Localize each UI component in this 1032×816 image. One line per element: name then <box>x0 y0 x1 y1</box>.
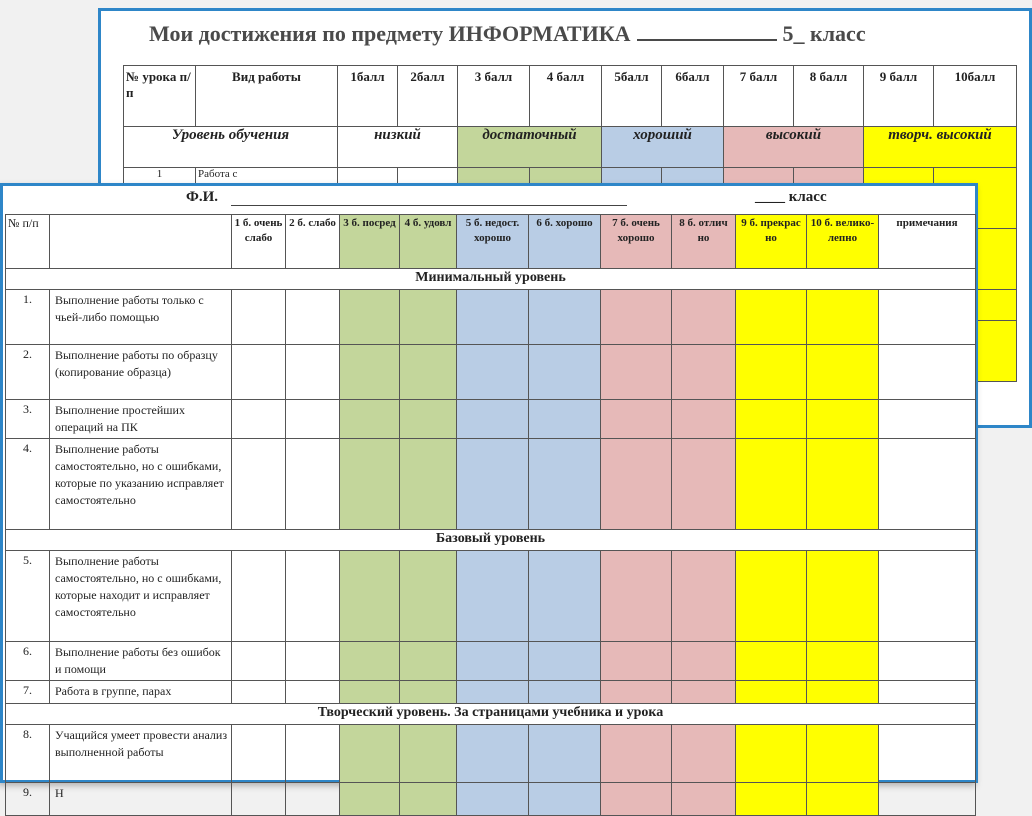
grade-cell[interactable] <box>340 400 400 439</box>
section-title: Творческий уровень. За страницами учебника и урока <box>6 704 976 725</box>
grade-cell[interactable] <box>672 290 736 345</box>
grade-cell[interactable] <box>232 345 286 400</box>
grade-cell[interactable] <box>601 400 672 439</box>
grade-header: 6 б. хорошо <box>529 215 601 269</box>
back-row-num: 1 <box>124 168 196 229</box>
level-label: Уровень обучения <box>124 127 338 168</box>
front-table-body <box>6 269 976 816</box>
grade-cell[interactable] <box>672 681 736 704</box>
grade-cell[interactable] <box>807 642 879 681</box>
grade-cell[interactable] <box>807 439 879 530</box>
grade-cell[interactable] <box>400 681 457 704</box>
work-description: Выполнение работы без ошибок и помощи <box>50 642 232 681</box>
grade-cell[interactable] <box>457 551 529 642</box>
grade-cell[interactable] <box>601 439 672 530</box>
grade-cell[interactable] <box>529 439 601 530</box>
grade-cell[interactable] <box>736 783 807 816</box>
level-cell: достаточный <box>458 127 602 168</box>
notes-cell[interactable] <box>879 725 976 783</box>
back-header-row <box>124 66 1017 127</box>
section-title: Минимальный уровень <box>6 269 976 290</box>
grade-cell[interactable] <box>672 725 736 783</box>
grade-cell[interactable] <box>232 551 286 642</box>
grade-cell[interactable] <box>529 681 601 704</box>
grade-cell[interactable] <box>400 439 457 530</box>
grade-cell[interactable] <box>807 551 879 642</box>
grade-header: 3 б. посред <box>340 215 400 269</box>
notes-cell[interactable] <box>879 400 976 439</box>
front-header-row <box>6 215 976 269</box>
grade-header: 1 б. очень слабо <box>232 215 286 269</box>
grade-cell[interactable] <box>736 642 807 681</box>
fi-label: Ф.И. <box>186 189 219 205</box>
grade-cell[interactable] <box>400 783 457 816</box>
grade-cell[interactable] <box>400 290 457 345</box>
notes-cell[interactable] <box>879 439 976 530</box>
grade-cell[interactable] <box>286 345 340 400</box>
back-header-cell: 2балл <box>398 66 458 127</box>
grade-cell[interactable] <box>807 681 879 704</box>
grade-cell[interactable] <box>672 783 736 816</box>
title-text: Мои достижения по предмету ИНФОРМАТИКА <box>149 21 631 46</box>
back-header-cell: № урока п/п <box>124 66 196 127</box>
grade-cell[interactable] <box>232 725 286 783</box>
grade-cell[interactable] <box>286 439 340 530</box>
grade-cell[interactable] <box>457 681 529 704</box>
grade-cell[interactable] <box>457 290 529 345</box>
work-description: Выполнение работы по образцу (копирование образца) <box>50 345 232 400</box>
level-cell: высокий <box>724 127 864 168</box>
grade-header: 10 б. велико-лепно <box>807 215 879 269</box>
back-header-cell: 1балл <box>338 66 398 127</box>
grade-cell[interactable] <box>736 400 807 439</box>
grade-cell[interactable] <box>601 725 672 783</box>
section-row <box>6 530 976 551</box>
grade-cell[interactable] <box>232 642 286 681</box>
grade-cell[interactable] <box>736 551 807 642</box>
row-number: 9. <box>6 783 50 816</box>
notes-cell[interactable] <box>879 551 976 642</box>
section-title: Базовый уровень <box>6 530 976 551</box>
grade-cell[interactable] <box>286 290 340 345</box>
grade-cell[interactable] <box>807 725 879 783</box>
back-row-work: Работа с <box>196 168 338 229</box>
row-number: 2. <box>6 345 50 400</box>
front-sheet <box>0 183 978 800</box>
row-number: 6. <box>6 642 50 681</box>
back-header-cell: 10балл <box>934 66 1017 127</box>
table-row <box>6 400 976 439</box>
fi-line <box>3 186 975 212</box>
work-description: Выполнение работы только с чьей-либо помощью <box>50 290 232 345</box>
grade-cell[interactable] <box>736 439 807 530</box>
level-cell: низкий <box>338 127 458 168</box>
grade-cell[interactable] <box>457 345 529 400</box>
work-description: Выполнение работы самостоятельно, но с ошибками, которые по указанию исправляет самостоятельно <box>50 439 232 530</box>
grade-cell[interactable] <box>457 642 529 681</box>
grade-cell[interactable] <box>400 551 457 642</box>
grade-cell[interactable] <box>457 725 529 783</box>
table-row <box>6 725 976 783</box>
notes-cell[interactable] <box>879 290 976 345</box>
grade-cell[interactable] <box>601 290 672 345</box>
fi-blank[interactable] <box>231 205 627 206</box>
grade-cell[interactable] <box>286 681 340 704</box>
grade-cell[interactable] <box>400 345 457 400</box>
grade-header: 2 б. слабо <box>286 215 340 269</box>
grade-cell[interactable] <box>807 345 879 400</box>
grade-cell[interactable] <box>601 551 672 642</box>
level-cell: творч. высокий <box>864 127 1017 168</box>
grade-cell[interactable] <box>340 681 400 704</box>
blank-line <box>637 21 777 41</box>
page-title <box>149 21 866 47</box>
grade-text: 5_ класс <box>782 21 866 46</box>
front-table <box>5 214 976 816</box>
back-header-cell: 3 балл <box>458 66 530 127</box>
table-row <box>6 290 976 345</box>
grade-cell[interactable] <box>672 439 736 530</box>
grade-cell[interactable] <box>286 400 340 439</box>
work-description: Н <box>50 783 232 816</box>
back-header-cell: 5балл <box>602 66 662 127</box>
back-header-cell: 7 балл <box>724 66 794 127</box>
grade-cell[interactable] <box>340 551 400 642</box>
level-cell: хороший <box>602 127 724 168</box>
grade-cell[interactable] <box>232 783 286 816</box>
work-description: Работа в группе, парах <box>50 681 232 704</box>
grade-cell[interactable] <box>457 400 529 439</box>
work-description: Выполнение простейших операций на ПК <box>50 400 232 439</box>
section-row <box>6 704 976 725</box>
grade-cell[interactable] <box>340 642 400 681</box>
grade-cell[interactable] <box>340 290 400 345</box>
grade-cell[interactable] <box>286 642 340 681</box>
work-header <box>50 215 232 269</box>
grade-cell[interactable] <box>400 400 457 439</box>
grade-header: 7 б. очень хорошо <box>601 215 672 269</box>
work-description: Выполнение работы самостоятельно, но с ошибками, которые находит и исправляет самостоятельно <box>50 551 232 642</box>
grade-cell[interactable] <box>457 783 529 816</box>
grade-cell[interactable] <box>529 551 601 642</box>
grade-header: 8 б. отлич но <box>672 215 736 269</box>
grade-cell[interactable] <box>232 681 286 704</box>
notes-cell[interactable] <box>879 783 976 816</box>
back-header-cell: 4 балл <box>530 66 602 127</box>
table-row <box>6 551 976 642</box>
grade-cell[interactable] <box>672 345 736 400</box>
grade-cell[interactable] <box>529 345 601 400</box>
grade-cell[interactable] <box>529 725 601 783</box>
grade-cell[interactable] <box>736 681 807 704</box>
grade-cell[interactable] <box>601 681 672 704</box>
level-row <box>124 127 1017 168</box>
grade-cell[interactable] <box>286 783 340 816</box>
grade-cell[interactable] <box>807 400 879 439</box>
grade-cell[interactable] <box>529 783 601 816</box>
table-row <box>6 345 976 400</box>
grade-cell[interactable] <box>457 439 529 530</box>
row-number: 8. <box>6 725 50 783</box>
grade-cell[interactable] <box>232 290 286 345</box>
grade-header: 9 б. прекрас но <box>736 215 807 269</box>
class-label: ____ класс <box>755 189 827 205</box>
grade-cell[interactable] <box>400 642 457 681</box>
row-number: 1. <box>6 290 50 345</box>
grade-cell[interactable] <box>340 439 400 530</box>
grade-cell[interactable] <box>672 400 736 439</box>
table-row <box>6 642 976 681</box>
back-header-cell: 9 балл <box>864 66 934 127</box>
grade-cell[interactable] <box>340 345 400 400</box>
grade-cell[interactable] <box>286 551 340 642</box>
notes-cell[interactable] <box>879 345 976 400</box>
notes-cell[interactable] <box>879 642 976 681</box>
grade-cell[interactable] <box>672 551 736 642</box>
row-number: 5. <box>6 551 50 642</box>
grade-cell[interactable] <box>736 345 807 400</box>
grade-header: 5 б. недост. хорошо <box>457 215 529 269</box>
grade-cell[interactable] <box>340 725 400 783</box>
grade-cell[interactable] <box>601 345 672 400</box>
back-header-cell: Вид работы <box>196 66 338 127</box>
row-number: 3. <box>6 400 50 439</box>
grade-cell[interactable] <box>736 725 807 783</box>
back-header-cell: 6балл <box>662 66 724 127</box>
table-row <box>6 681 976 704</box>
grade-cell[interactable] <box>807 290 879 345</box>
grade-cell[interactable] <box>232 400 286 439</box>
grade-cell[interactable] <box>736 290 807 345</box>
grade-cell[interactable] <box>529 400 601 439</box>
notes-header: примечания <box>879 215 976 269</box>
grade-cell[interactable] <box>286 725 340 783</box>
grade-cell[interactable] <box>529 642 601 681</box>
num-header: № п/п <box>6 215 50 269</box>
table-row <box>6 783 976 816</box>
grade-cell[interactable] <box>232 439 286 530</box>
grade-cell[interactable] <box>340 783 400 816</box>
section-row <box>6 269 976 290</box>
grade-cell[interactable] <box>601 783 672 816</box>
grade-cell[interactable] <box>601 642 672 681</box>
grade-cell[interactable] <box>807 783 879 816</box>
table-row <box>6 439 976 530</box>
back-header-cell: 8 балл <box>794 66 864 127</box>
notes-cell[interactable] <box>879 681 976 704</box>
grade-cell[interactable] <box>529 290 601 345</box>
row-number: 4. <box>6 439 50 530</box>
work-description: Учащийся умеет провести анализ выполненной работы <box>50 725 232 783</box>
grade-cell[interactable] <box>400 725 457 783</box>
row-number: 7. <box>6 681 50 704</box>
grade-cell[interactable] <box>672 642 736 681</box>
grade-header: 4 б. удовл <box>400 215 457 269</box>
